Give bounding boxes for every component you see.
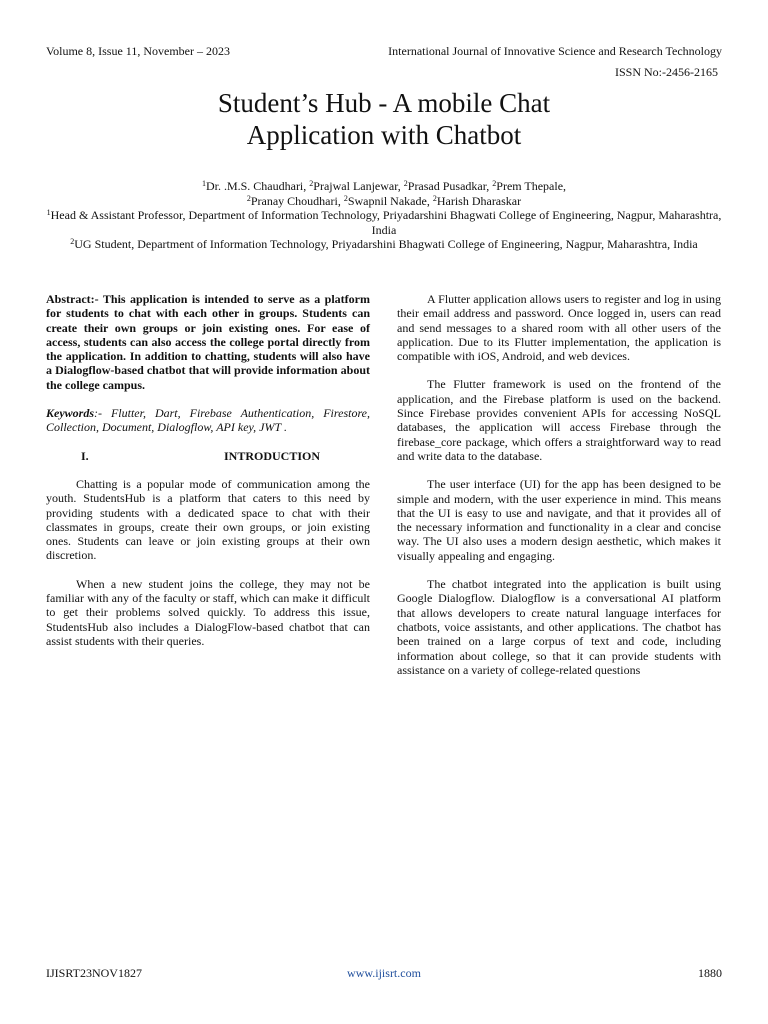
footer-page-number: 1880 — [698, 966, 722, 980]
header-volume: Volume 8, Issue 11, November – 2023 — [46, 44, 230, 58]
body-paragraph: The Flutter framework is used on the frontend of the application, and the Firebase platform is used on the backend. Since Firebase provides convenient APIs for accessing NoSQL databases, the application will access Firebase through the firebase_core package, which offers a straightforward way to read and write data to the database. — [397, 377, 721, 463]
affiliation-text: Head & Assistant Professor, Department of Information Technology, Priyadarshini Bhagwati College of Engineering, Nagpur, Maharashtra, India — [50, 208, 722, 237]
affiliation-text: UG Student, Department of Information Technology, Priyadarshini Bhagwati College of Engineering, Nagpur, Maharashtra, India — [74, 237, 698, 251]
affil-mark: 2 — [70, 237, 75, 246]
affil-mark: 2 — [432, 193, 437, 203]
section-heading — [46, 449, 370, 463]
section-title: INTRODUCTION — [224, 448, 321, 463]
header-issn: ISSN No:-2456-2165 — [614, 65, 718, 79]
left-column — [46, 292, 370, 662]
footer-article-id: IJISRT23NOV1827 — [46, 966, 142, 980]
right-column — [397, 292, 721, 691]
affil-mark: 2 — [492, 179, 497, 188]
author-line-2 — [46, 194, 722, 209]
affil-mark: 1 — [201, 179, 206, 188]
author-name: Pranay Choudhari, — [250, 193, 344, 208]
keywords-label: Keywords — [46, 406, 94, 421]
affil-mark: 2 — [309, 179, 314, 188]
section-number: I. — [81, 448, 89, 463]
body-paragraph: The chatbot integrated into the application is built using Google Dialogflow. Dialogflow is a conversational AI platform that allows developers to create natural language interfaces for chatbots, voice assistants, and other applications. The chatbot has been trained on a large corpus of text and code, including information about college, so that it can provide students with assistance on a variety of college-related questions — [397, 577, 721, 677]
header-journal: International Journal of Innovative Science and Research Technology — [388, 44, 722, 58]
keywords — [46, 406, 370, 435]
body-paragraph: The user interface (UI) for the app has been designed to be simple and modern, with the user experience in mind. This means that the UI is easy to use and navigate, and that it provides all of the necessary information and functionality in a clear and concise way. The UI also uses a modern design aesthetic, which makes it visually appealing and engaging. — [397, 477, 721, 563]
author-name: Prajwal Lanjewar, — [313, 179, 404, 193]
author-name: Prasad Pusadkar, — [407, 179, 493, 193]
affil-mark: 2 — [403, 179, 408, 188]
paper-title — [0, 87, 768, 151]
affil-mark: 1 — [46, 208, 51, 217]
affil-mark: 2 — [343, 193, 348, 203]
footer-website-link[interactable]: www.ijisrt.com — [347, 966, 421, 980]
affiliation-1 — [46, 208, 722, 237]
affiliation-2 — [46, 237, 722, 252]
body-paragraph: Chatting is a popular mode of communication among the youth. StudentsHub is a platform that caters to this need by providing students with a dedicated space to chat with their classmates in groups, create their own groups, or join existing ones. Students can leave or join existing groups at their own discretion. — [46, 476, 370, 563]
author-line-1 — [46, 179, 722, 194]
title-line-2: Application with Chatbot — [246, 120, 522, 150]
title-line-1: Student’s Hub - A mobile Chat — [217, 88, 551, 118]
author-name: Swapnil Nakade, — [347, 193, 433, 208]
body-paragraph: When a new student joins the college, they may not be familiar with any of the faculty or staff, which can make it difficult to get their problems solved quickly. To address this issue, StudentsHub also includes a DialogFlow-based chatbot that can assist students with their queries. — [46, 576, 370, 648]
author-name: Harish Dharaskar — [436, 193, 522, 208]
affil-mark: 2 — [246, 193, 251, 203]
author-name: Prem Thepale, — [496, 179, 567, 193]
keywords-text: :- Flutter, Dart, Firebase Authentication, Firestore, Collection, Document, Dialogflow, API key, JWT . — [46, 406, 370, 435]
abstract: Abstract:- This application is intended to serve as a platform for students to chat with each other in groups. Students can create their own groups or join existing ones. For ease of access, students can also access the college portal directly from the application. In addition to chatting, students will also have a Dialogflow-based chatbot that will provide information about the college campus. — [46, 292, 370, 392]
author-block — [46, 179, 722, 252]
author-name: Dr. .M.S. Chaudhari, — [205, 179, 310, 193]
body-paragraph: A Flutter application allows users to register and log in using their email address and password. Once logged in, users can read and send messages to a shared room with all other users of the application. Due to its Flutter implementation, the application is compatible with iOS, Android, and web devices. — [397, 292, 721, 364]
